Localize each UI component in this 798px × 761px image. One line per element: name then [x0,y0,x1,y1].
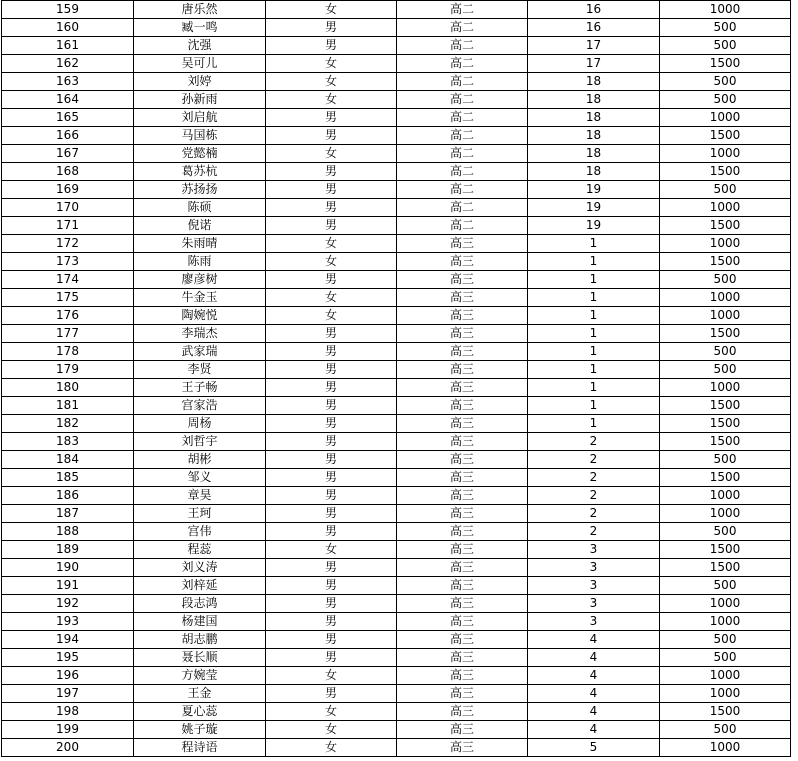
cell-gender[interactable]: 男 [266,361,397,379]
cell-student-name[interactable]: 王珂 [134,505,266,523]
table-row [2,415,791,433]
table-row [2,541,791,559]
cell-gender[interactable]: 男 [266,217,397,235]
cell-grade[interactable]: 高三 [397,253,528,271]
cell-gender[interactable]: 男 [266,685,397,703]
cell-student-name[interactable]: 李贤 [134,361,266,379]
cell-amount[interactable]: 1500 [660,469,791,487]
cell-row-number[interactable]: 196 [2,667,134,685]
cell-row-number[interactable]: 170 [2,199,134,217]
table-row [2,307,791,325]
cell-class[interactable]: 3 [528,595,660,613]
cell-grade[interactable]: 高二 [397,109,528,127]
cell-grade[interactable]: 高三 [397,271,528,289]
cell-grade[interactable]: 高三 [397,433,528,451]
cell-row-number[interactable]: 189 [2,541,134,559]
cell-gender[interactable]: 女 [266,91,397,109]
cell-row-number[interactable]: 186 [2,487,134,505]
cell-row-number[interactable]: 194 [2,631,134,649]
cell-gender[interactable]: 女 [266,307,397,325]
cell-grade[interactable]: 高二 [397,199,528,217]
cell-gender[interactable]: 女 [266,145,397,163]
table-row [2,325,791,343]
cell-amount[interactable]: 500 [660,343,791,361]
cell-class[interactable]: 1 [528,307,660,325]
cell-gender[interactable]: 男 [266,415,397,433]
cell-grade[interactable]: 高三 [397,523,528,541]
cell-amount[interactable]: 1000 [660,505,791,523]
table-row [2,631,791,649]
cell-grade[interactable]: 高二 [397,181,528,199]
cell-student-name[interactable]: 马国栋 [134,127,266,145]
cell-student-name[interactable]: 沈强 [134,37,266,55]
cell-amount[interactable]: 1500 [660,127,791,145]
table-row [2,163,791,181]
cell-gender[interactable]: 男 [266,37,397,55]
cell-row-number[interactable]: 182 [2,415,134,433]
cell-amount[interactable]: 1000 [660,595,791,613]
cell-row-number[interactable]: 190 [2,559,134,577]
cell-row-number[interactable]: 165 [2,109,134,127]
cell-amount[interactable]: 1000 [660,235,791,253]
cell-amount[interactable]: 500 [660,631,791,649]
cell-grade[interactable]: 高三 [397,397,528,415]
cell-row-number[interactable]: 159 [2,1,134,19]
table-row [2,721,791,739]
table-row [2,145,791,163]
cell-student-name[interactable]: 苏扬扬 [134,181,266,199]
cell-student-name[interactable]: 孙新雨 [134,91,266,109]
cell-amount[interactable]: 1500 [660,325,791,343]
cell-student-name[interactable]: 唐乐然 [134,1,266,19]
cell-row-number[interactable]: 198 [2,703,134,721]
table-row [2,271,791,289]
cell-grade[interactable]: 高三 [397,739,528,757]
cell-class[interactable]: 2 [528,523,660,541]
cell-gender[interactable]: 女 [266,235,397,253]
cell-gender[interactable]: 男 [266,199,397,217]
cell-gender[interactable]: 男 [266,469,397,487]
cell-class[interactable]: 18 [528,145,660,163]
cell-student-name[interactable]: 方婉莹 [134,667,266,685]
cell-student-name[interactable]: 王子畅 [134,379,266,397]
cell-gender[interactable]: 男 [266,613,397,631]
cell-row-number[interactable]: 174 [2,271,134,289]
cell-grade[interactable]: 高三 [397,595,528,613]
cell-row-number[interactable]: 171 [2,217,134,235]
cell-student-name[interactable]: 邹义 [134,469,266,487]
table-row [2,55,791,73]
table-row [2,523,791,541]
cell-row-number[interactable]: 160 [2,19,134,37]
cell-gender[interactable]: 女 [266,739,397,757]
table-row [2,559,791,577]
cell-student-name[interactable]: 刘婷 [134,73,266,91]
cell-class[interactable]: 5 [528,739,660,757]
cell-amount[interactable]: 1000 [660,667,791,685]
table-row [2,343,791,361]
cell-gender[interactable]: 男 [266,523,397,541]
cell-class[interactable]: 1 [528,325,660,343]
cell-row-number[interactable]: 185 [2,469,134,487]
cell-class[interactable]: 1 [528,379,660,397]
cell-grade[interactable]: 高二 [397,73,528,91]
table-row [2,109,791,127]
cell-gender[interactable]: 男 [266,181,397,199]
cell-class[interactable]: 2 [528,451,660,469]
cell-class[interactable]: 18 [528,91,660,109]
cell-row-number[interactable]: 184 [2,451,134,469]
table-row [2,433,791,451]
cell-gender[interactable]: 男 [266,109,397,127]
table-row [2,469,791,487]
cell-class[interactable]: 3 [528,613,660,631]
cell-student-name[interactable]: 刘梓延 [134,577,266,595]
cell-class[interactable]: 2 [528,433,660,451]
cell-student-name[interactable]: 王金 [134,685,266,703]
cell-grade[interactable]: 高三 [397,667,528,685]
cell-gender[interactable]: 男 [266,163,397,181]
cell-class[interactable]: 1 [528,397,660,415]
cell-grade[interactable]: 高二 [397,91,528,109]
cell-row-number[interactable]: 199 [2,721,134,739]
cell-row-number[interactable]: 187 [2,505,134,523]
cell-row-number[interactable]: 178 [2,343,134,361]
table-row [2,505,791,523]
cell-amount[interactable]: 500 [660,91,791,109]
cell-gender[interactable]: 女 [266,541,397,559]
cell-amount[interactable]: 1000 [660,1,791,19]
cell-grade[interactable]: 高三 [397,469,528,487]
cell-class[interactable]: 1 [528,235,660,253]
cell-student-name[interactable]: 武家瑞 [134,343,266,361]
cell-student-name[interactable]: 刘哲宇 [134,433,266,451]
cell-class[interactable]: 1 [528,253,660,271]
cell-gender[interactable]: 男 [266,487,397,505]
table-row [2,253,791,271]
cell-gender[interactable]: 男 [266,595,397,613]
cell-class[interactable]: 1 [528,289,660,307]
cell-gender[interactable]: 女 [266,73,397,91]
cell-grade[interactable]: 高三 [397,577,528,595]
cell-class[interactable]: 1 [528,415,660,433]
cell-amount[interactable]: 1000 [660,109,791,127]
table-row [2,685,791,703]
cell-amount[interactable]: 1000 [660,487,791,505]
cell-grade[interactable]: 高二 [397,37,528,55]
cell-gender[interactable]: 男 [266,19,397,37]
table-body [2,1,791,757]
cell-row-number[interactable]: 188 [2,523,134,541]
cell-class[interactable]: 3 [528,541,660,559]
cell-amount[interactable]: 1500 [660,559,791,577]
cell-grade[interactable]: 高三 [397,343,528,361]
table-row [2,73,791,91]
cell-grade[interactable]: 高三 [397,361,528,379]
cell-class[interactable]: 4 [528,667,660,685]
cell-row-number[interactable]: 163 [2,73,134,91]
table-row [2,1,791,19]
cell-grade[interactable]: 高三 [397,487,528,505]
table-row [2,127,791,145]
table-row [2,37,791,55]
cell-grade[interactable]: 高二 [397,1,528,19]
cell-amount[interactable]: 1500 [660,415,791,433]
cell-row-number[interactable]: 197 [2,685,134,703]
table-row [2,199,791,217]
cell-amount[interactable]: 500 [660,451,791,469]
cell-gender[interactable]: 男 [266,433,397,451]
cell-grade[interactable]: 高二 [397,217,528,235]
cell-amount[interactable]: 1500 [660,163,791,181]
cell-row-number[interactable]: 161 [2,37,134,55]
cell-student-name[interactable]: 臧一鸣 [134,19,266,37]
cell-class[interactable]: 1 [528,271,660,289]
cell-student-name[interactable]: 刘启航 [134,109,266,127]
cell-amount[interactable]: 1000 [660,145,791,163]
cell-grade[interactable]: 高三 [397,235,528,253]
cell-gender[interactable]: 男 [266,451,397,469]
cell-gender[interactable]: 女 [266,1,397,19]
table-row [2,667,791,685]
cell-row-number[interactable]: 168 [2,163,134,181]
cell-row-number[interactable]: 195 [2,649,134,667]
cell-grade[interactable]: 高三 [397,685,528,703]
cell-student-name[interactable]: 姚子璇 [134,721,266,739]
cell-amount[interactable]: 500 [660,37,791,55]
table-row [2,451,791,469]
table-row [2,217,791,235]
cell-gender[interactable]: 男 [266,631,397,649]
cell-gender[interactable]: 男 [266,505,397,523]
cell-grade[interactable]: 高三 [397,649,528,667]
cell-grade[interactable]: 高三 [397,451,528,469]
cell-grade[interactable]: 高三 [397,559,528,577]
cell-row-number[interactable]: 162 [2,55,134,73]
cell-class[interactable]: 1 [528,361,660,379]
cell-amount[interactable]: 1000 [660,307,791,325]
cell-student-name[interactable]: 宫伟 [134,523,266,541]
cell-class[interactable]: 1 [528,343,660,361]
cell-amount[interactable]: 1000 [660,379,791,397]
table-row [2,379,791,397]
cell-amount[interactable]: 1000 [660,739,791,757]
cell-row-number[interactable]: 180 [2,379,134,397]
cell-student-name[interactable]: 党懿楠 [134,145,266,163]
table-row [2,181,791,199]
cell-student-name[interactable]: 朱雨晴 [134,235,266,253]
cell-class[interactable]: 4 [528,721,660,739]
cell-grade[interactable]: 高二 [397,127,528,145]
cell-class[interactable]: 4 [528,649,660,667]
cell-grade[interactable]: 高三 [397,613,528,631]
cell-student-name[interactable]: 吴可儿 [134,55,266,73]
cell-row-number[interactable]: 167 [2,145,134,163]
cell-grade[interactable]: 高二 [397,55,528,73]
cell-class[interactable]: 2 [528,469,660,487]
table-row [2,487,791,505]
cell-amount[interactable]: 500 [660,577,791,595]
cell-amount[interactable]: 1500 [660,253,791,271]
cell-gender[interactable]: 女 [266,289,397,307]
cell-class[interactable]: 17 [528,55,660,73]
table-row [2,289,791,307]
cell-amount[interactable]: 1500 [660,55,791,73]
cell-class[interactable]: 4 [528,685,660,703]
cell-amount[interactable]: 1500 [660,217,791,235]
cell-class[interactable]: 3 [528,559,660,577]
cell-gender[interactable]: 男 [266,271,397,289]
cell-row-number[interactable]: 177 [2,325,134,343]
cell-gender[interactable]: 男 [266,325,397,343]
cell-gender[interactable]: 女 [266,253,397,271]
cell-grade[interactable]: 高三 [397,703,528,721]
cell-grade[interactable]: 高三 [397,325,528,343]
cell-class[interactable]: 18 [528,163,660,181]
cell-class[interactable]: 18 [528,127,660,145]
cell-student-name[interactable]: 陈硕 [134,199,266,217]
cell-grade[interactable]: 高三 [397,307,528,325]
cell-row-number[interactable]: 166 [2,127,134,145]
cell-student-name[interactable]: 刘义涛 [134,559,266,577]
cell-grade[interactable]: 高三 [397,631,528,649]
cell-class[interactable]: 2 [528,505,660,523]
cell-student-name[interactable]: 周杨 [134,415,266,433]
cell-grade[interactable]: 高三 [397,379,528,397]
cell-class[interactable]: 19 [528,217,660,235]
table-row [2,397,791,415]
cell-gender[interactable]: 女 [266,667,397,685]
table-row [2,739,791,757]
cell-class[interactable]: 16 [528,1,660,19]
cell-row-number[interactable]: 179 [2,361,134,379]
cell-gender[interactable]: 女 [266,721,397,739]
cell-student-name[interactable]: 段志鸿 [134,595,266,613]
cell-class[interactable]: 19 [528,199,660,217]
cell-amount[interactable]: 1500 [660,541,791,559]
cell-student-name[interactable]: 宫家浩 [134,397,266,415]
cell-student-name[interactable]: 牛金玉 [134,289,266,307]
cell-student-name[interactable]: 胡彬 [134,451,266,469]
table-row [2,577,791,595]
cell-class[interactable]: 4 [528,631,660,649]
cell-amount[interactable]: 500 [660,271,791,289]
cell-amount[interactable]: 1000 [660,613,791,631]
cell-amount[interactable]: 1500 [660,703,791,721]
table-row [2,235,791,253]
cell-class[interactable]: 4 [528,703,660,721]
table-row [2,703,791,721]
cell-amount[interactable]: 500 [660,73,791,91]
cell-student-name[interactable]: 章昊 [134,487,266,505]
cell-class[interactable]: 18 [528,109,660,127]
cell-grade[interactable]: 高三 [397,541,528,559]
cell-gender[interactable]: 女 [266,703,397,721]
cell-amount[interactable]: 500 [660,361,791,379]
table-row [2,91,791,109]
cell-gender[interactable]: 男 [266,343,397,361]
cell-gender[interactable]: 男 [266,559,397,577]
cell-gender[interactable]: 男 [266,649,397,667]
cell-student-name[interactable]: 陈雨 [134,253,266,271]
cell-row-number[interactable]: 175 [2,289,134,307]
cell-row-number[interactable]: 181 [2,397,134,415]
cell-grade[interactable]: 高二 [397,145,528,163]
cell-student-name[interactable]: 廖彦树 [134,271,266,289]
cell-student-name[interactable]: 杨建国 [134,613,266,631]
cell-amount[interactable]: 500 [660,649,791,667]
cell-row-number[interactable]: 173 [2,253,134,271]
cell-amount[interactable]: 1000 [660,289,791,307]
table-row [2,361,791,379]
cell-student-name[interactable]: 倪诺 [134,217,266,235]
cell-amount[interactable]: 1500 [660,397,791,415]
cell-student-name[interactable]: 夏心蕊 [134,703,266,721]
table-row [2,649,791,667]
cell-row-number[interactable]: 192 [2,595,134,613]
cell-grade[interactable]: 高三 [397,415,528,433]
cell-grade[interactable]: 高三 [397,505,528,523]
cell-class[interactable]: 16 [528,19,660,37]
cell-amount[interactable]: 1000 [660,199,791,217]
cell-grade[interactable]: 高三 [397,721,528,739]
cell-amount[interactable]: 1000 [660,685,791,703]
cell-student-name[interactable]: 李瑞杰 [134,325,266,343]
cell-gender[interactable]: 男 [266,397,397,415]
cell-amount[interactable]: 500 [660,19,791,37]
cell-student-name[interactable]: 程蕊 [134,541,266,559]
cell-row-number[interactable]: 169 [2,181,134,199]
cell-student-name[interactable]: 程诗语 [134,739,266,757]
cell-row-number[interactable]: 164 [2,91,134,109]
cell-row-number[interactable]: 200 [2,739,134,757]
cell-row-number[interactable]: 172 [2,235,134,253]
cell-class[interactable]: 19 [528,181,660,199]
cell-grade[interactable]: 高三 [397,289,528,307]
cell-gender[interactable]: 男 [266,127,397,145]
cell-row-number[interactable]: 193 [2,613,134,631]
cell-class[interactable]: 17 [528,37,660,55]
cell-student-name[interactable]: 聂长顺 [134,649,266,667]
cell-grade[interactable]: 高二 [397,19,528,37]
cell-row-number[interactable]: 176 [2,307,134,325]
cell-class[interactable]: 3 [528,577,660,595]
cell-row-number[interactable]: 183 [2,433,134,451]
data-table [1,0,791,757]
cell-gender[interactable]: 女 [266,55,397,73]
cell-student-name[interactable]: 胡志鹏 [134,631,266,649]
cell-row-number[interactable]: 191 [2,577,134,595]
table-row [2,19,791,37]
cell-gender[interactable]: 男 [266,379,397,397]
cell-student-name[interactable]: 陶婉悦 [134,307,266,325]
cell-class[interactable]: 18 [528,73,660,91]
table-row [2,595,791,613]
cell-grade[interactable]: 高二 [397,163,528,181]
cell-amount[interactable]: 1500 [660,433,791,451]
table-row [2,613,791,631]
cell-class[interactable]: 2 [528,487,660,505]
cell-amount[interactable]: 500 [660,181,791,199]
cell-student-name[interactable]: 葛苏杭 [134,163,266,181]
cell-gender[interactable]: 男 [266,577,397,595]
cell-amount[interactable]: 500 [660,523,791,541]
cell-amount[interactable]: 500 [660,721,791,739]
